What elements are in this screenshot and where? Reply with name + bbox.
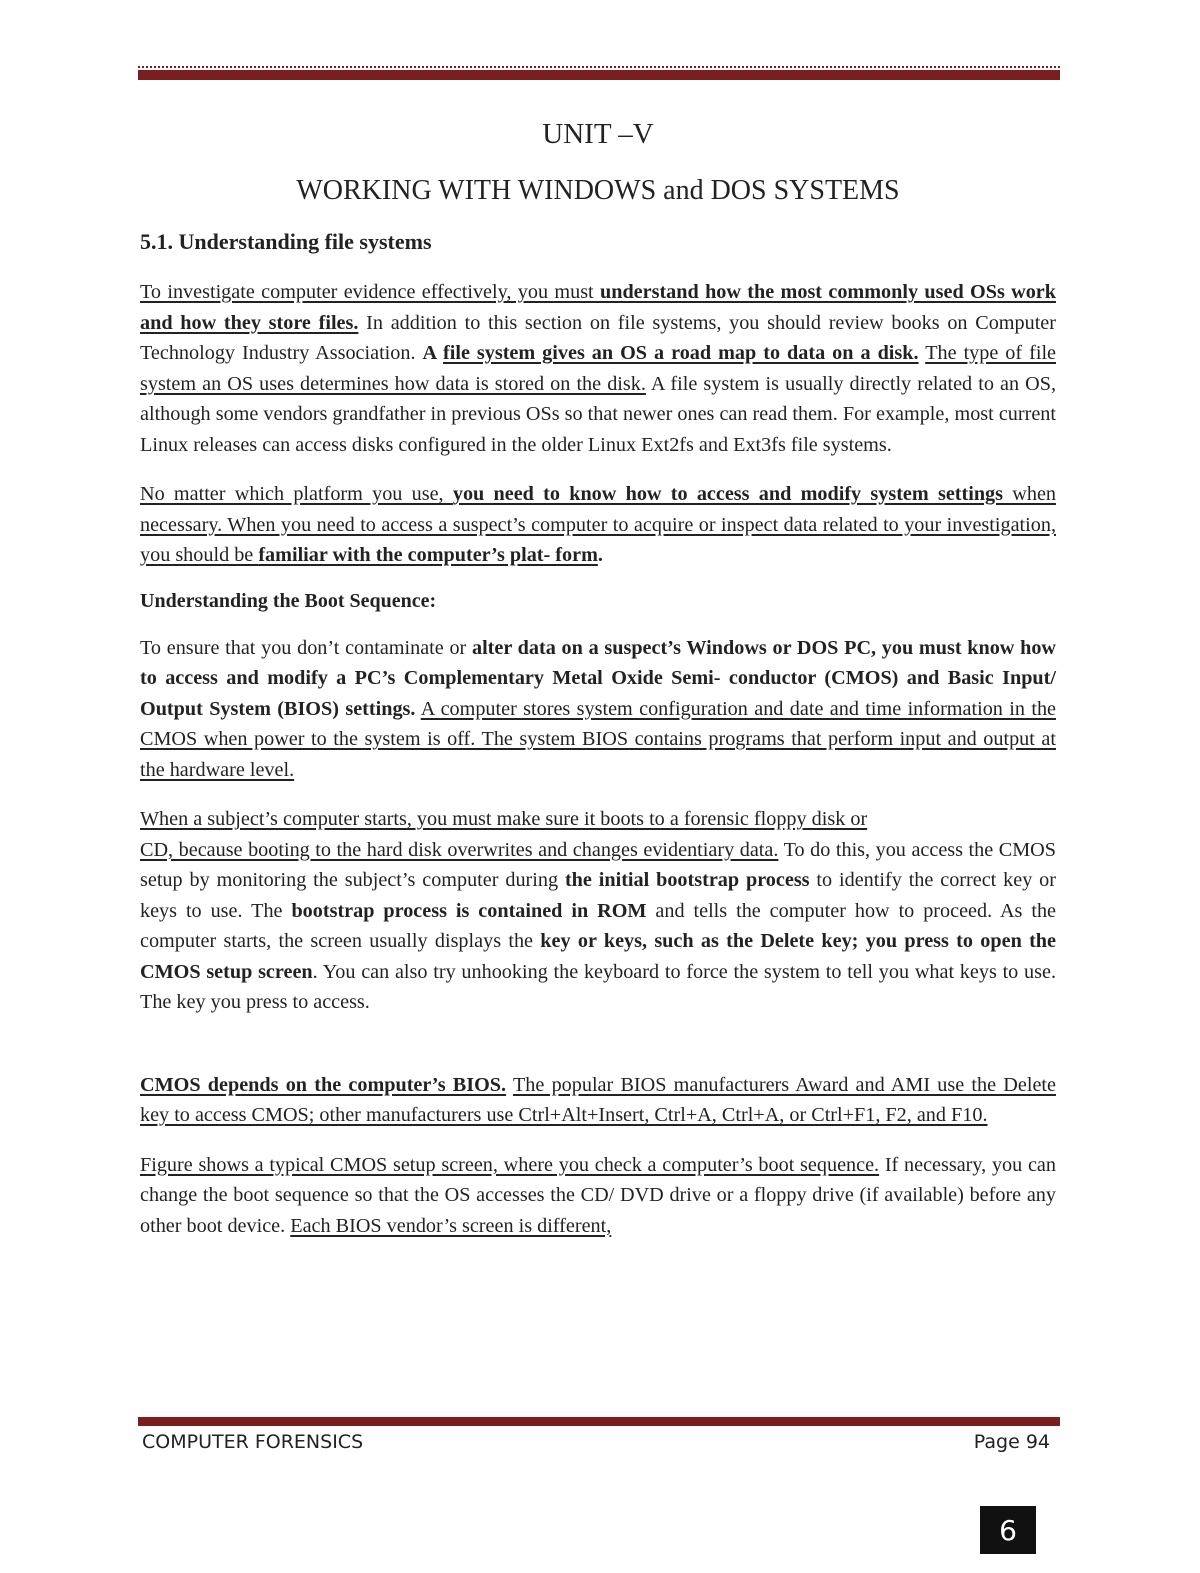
text-span: when necessary. When you need to access a suspect’s computer to acquire or inspect data related to your investigation, you should be	[140, 483, 1056, 566]
text-span: To do this, you access the CMOS setup by monitoring the subject’s computer during	[140, 838, 1056, 891]
text-span: The type of file system an OS uses determines how data is stored on the disk.	[140, 342, 1057, 395]
chapter-title: WORKING WITH WINDOWS and DOS SYSTEMS	[296, 175, 900, 206]
text-span: key or keys, such as the Delete key; you press to open the CMOS setup screen	[140, 930, 1056, 983]
text-span: CD, because booting to the hard disk overwrites and changes evidentiary data.	[140, 838, 779, 861]
paragraph-platform	[140, 479, 1056, 571]
text-span: To investigate computer evidence effectively, you must	[140, 281, 600, 303]
text-span: Each BIOS vendor’s screen is different,	[290, 1214, 612, 1237]
paragraph-file-systems	[140, 277, 1056, 460]
page-badge: 6	[980, 1506, 1036, 1554]
text-span: If necessary, you can change the boot sequence so that the OS accesses the CD/ DVD drive or a floppy drive (if available) before any other boot device.	[140, 1153, 1056, 1237]
text-span: understand how the most commonly used OSs work and how they store files.	[140, 281, 1056, 334]
text-span: bootstrap process is contained in ROM	[291, 899, 647, 922]
text-span: CMOS depends on the computer’s BIOS.	[140, 1073, 507, 1096]
text-span	[506, 1074, 513, 1096]
page-number: Page 94	[973, 1431, 1050, 1453]
text-span: alter data on a suspect’s Windows or DOS PC, you must know how to access and modify a PC’s Complementary Metal Oxide Semi- conductor (CMOS) and Basic Input/ Output System (BIOS) settings.	[140, 636, 1057, 720]
footer-title: COMPUTER FORENSICS	[142, 1431, 364, 1453]
text-span: In addition to this section on file systems, you should review books on Computer Technology Industry Association.	[140, 311, 1056, 364]
paragraph-boot-order	[140, 1150, 1056, 1242]
text-span: Figure shows a typical CMOS setup screen, where you check a computer’s boot sequence.	[140, 1153, 880, 1176]
text-span: A	[422, 342, 443, 364]
text-span: you need to know how to access and modify system settings	[452, 483, 1004, 505]
text-span: . You can also try unhooking the keyboard to force the system to tell you what keys to use. The key you press to access.	[140, 960, 1056, 1013]
text-span: .	[597, 544, 603, 566]
text-span: A computer stores system configuration and date and time information in the CMOS when power to the system is off. The system BIOS contains programs that perform input and output at the hardware level.	[140, 697, 1057, 781]
boot-sequence-title: Understanding the Boot Sequence:	[140, 589, 437, 612]
paragraph-boot-process	[140, 804, 1056, 1018]
text-span: to identify the correct key or keys to use. The	[140, 869, 1056, 922]
footer-rule	[138, 1417, 1060, 1426]
text-span: No matter which platform you use,	[140, 483, 453, 505]
text-span: The popular BIOS manufacturers Award and AMI use the Delete key to access CMOS; other manufacturers use Ctrl+Alt+Insert, Ctrl+A, Ctrl+A, or Ctrl+F1, F2, and F10.	[140, 1073, 1056, 1126]
text-span: To ensure that you don’t contaminate or	[140, 636, 472, 659]
text-span: familiar with the computer’s plat- form	[258, 544, 598, 566]
text-span: When a subject’s computer starts, you must make sure it boots to a forensic floppy disk or	[140, 808, 868, 830]
paragraph-cmos-bios	[140, 633, 1056, 786]
unit-title: UNIT –V	[542, 118, 654, 150]
header-rule	[138, 70, 1060, 80]
text-span: the initial bootstrap process	[564, 869, 810, 891]
text-span: file system gives an OS a road map to data on a disk.	[443, 342, 919, 364]
section-title: 5.1. Understanding file systems	[140, 229, 432, 254]
paragraph-cmos-keys	[140, 1070, 1056, 1131]
page-content	[140, 118, 1056, 1260]
text-span: and tells the computer how to proceed. As the computer starts, the screen usually displays the	[140, 899, 1057, 952]
text-span: A file system is usually directly related to an OS, although some vendors grandfather in previous OSs so that newer ones can read them. For example, most current Linux releases can access disks configured in the older Linux Ext2fs and Ext3fs file systems.	[140, 372, 1056, 456]
